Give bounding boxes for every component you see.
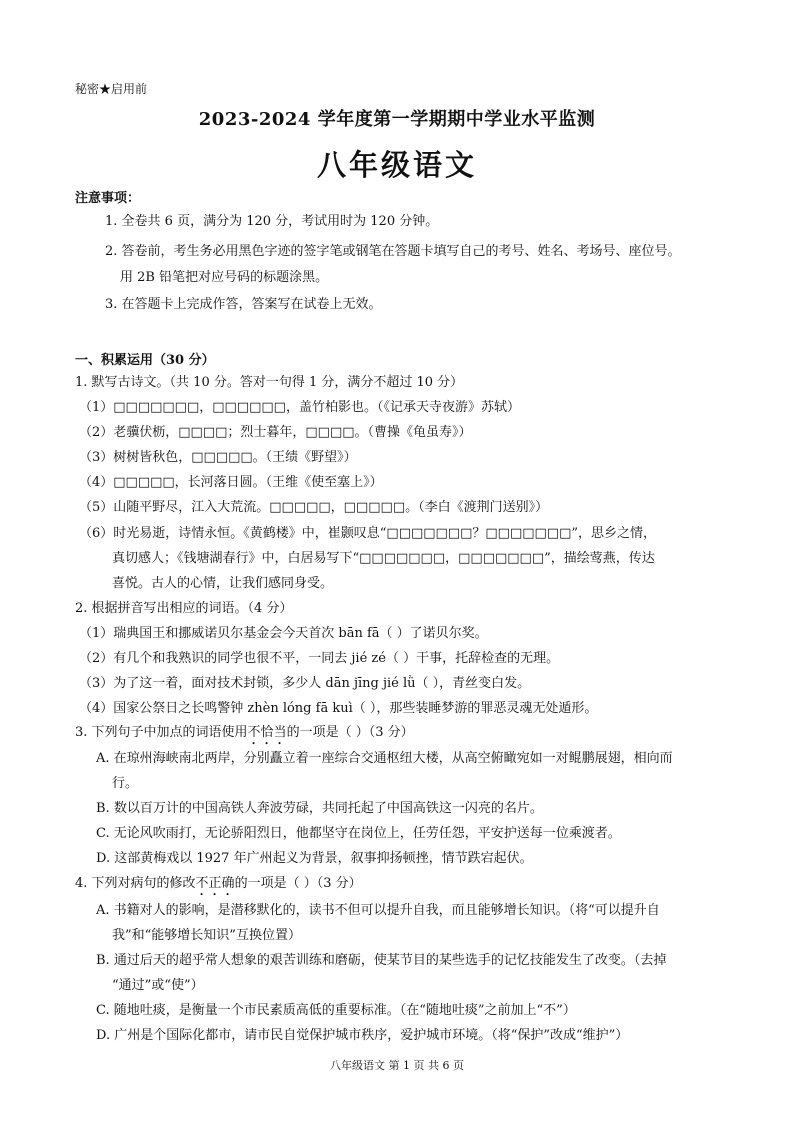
- notice-item: 用 2B 铅笔把对应号码的标题涂黑。: [120, 270, 329, 285]
- question-2-stem: 2. 根据拼音写出相应的词语。（4 分）: [75, 601, 293, 616]
- question-1-line: 喜悦。古人的心情，让我们感同身受。: [112, 576, 334, 591]
- question-1-line: （4）□□□□□，长河落日圆。（王维《使至塞上》）: [79, 475, 383, 490]
- question-3-option: D. 这部黄梅戏以 1927 年广州起义为背景，叙事抑扬顿挫，情节跌宕起伏。: [96, 851, 533, 866]
- question-2-line: （3）为了这一着，面对技术封锁，多少人 dān jīng jié lǜ（ ），青丝变白发。: [79, 676, 531, 691]
- question-4-option: 我”和“能够增长知识”互换位置）: [112, 928, 301, 943]
- question-2-line: （2）有几个和我熟识的同学也很不平，一同去 jié zé（ ）干事，托辞检查的无理。: [79, 651, 560, 666]
- notice-item: 1. 全卷共 6 页，满分为 120 分，考试用时为 120 分钟。: [105, 214, 439, 229]
- question-4-option: A. 书籍对人的影响，是潜移默化的，读书不但可以提升自我，而且能够增长知识。（将“可以提升自: [96, 903, 660, 918]
- notice-heading: 注意事项：: [75, 191, 141, 206]
- question-3-option: 行。: [112, 776, 139, 791]
- question-1-line: （2）老骥伏枥，□□□□；烈士暮年，□□□□。（曹操《龟虽寿》）: [79, 425, 472, 440]
- page-footer: 八年级语文 第 1 页 共 6 页: [330, 1059, 464, 1072]
- notice-item: 2. 答卷前，考生务必用黑色字迹的签字笔或钢笔在答题卡填写自己的考号、姓名、考场号、座位号。: [105, 244, 681, 259]
- question-1-line: 真切感人；《钱塘湖春行》中，白居易写下“□□□□□□□，□□□□□□□”，描绘莺燕，传达: [112, 551, 655, 566]
- question-1-stem: 1. 默写古诗文。（共 10 分。答对一句得 1 分，满分不超过 10 分）: [75, 375, 464, 390]
- question-2-line: （1）瑞典国王和挪威诺贝尔基金会今天首次 bān fā（ ）了诺贝尔奖。: [79, 626, 488, 641]
- emphasis-dots: 不恰当: [247, 725, 287, 740]
- question-4-stem: 4. 下列对病句的修改不正确的一项是（ ）（3 分）: [75, 876, 362, 891]
- question-4-option: C. 随地吐痰，是衡量一个市民素质高低的重要标准。（在“随地吐痰”之前加上“不”）: [96, 1003, 576, 1018]
- question-1-line: （3）树树皆秋色，□□□□□。（王绩《野望》）: [79, 450, 357, 465]
- question-4-option: “通过”或“使”）: [112, 978, 204, 993]
- question-1-line: （1）□□□□□□□，□□□□□□，盖竹柏影也。（《记承天寺夜游》苏轼）: [79, 400, 520, 415]
- question-3-stem: 3. 下列句子中加点的词语使用不恰当的一项是（ ）（3 分）: [75, 725, 414, 740]
- question-1-line: （6）时光易逝，诗情永恒。《黄鹤楼》中，崔颢叹息“□□□□□□□？□□□□□□□”，思乡之情，: [79, 526, 657, 541]
- question-3-option: A. 在琼州海峡南北两岸，分别矗立着一座综合交通枢纽大楼，从高空俯瞰宛如一对鲲鹏展翅，相向而: [96, 751, 673, 766]
- emphasis-dots: 不正确: [195, 876, 235, 891]
- exam-title: 2023-2024 学年度第一学期期中学业水平监测: [198, 109, 596, 130]
- question-3-option: B. 数以百万计的中国高铁人奔波劳碌，共同托起了中国高铁这一闪亮的名片。: [96, 801, 543, 816]
- section-heading: 一、积累运用（30 分）: [75, 353, 215, 368]
- notice-item: 3. 在答题卡上完成作答，答案写在试卷上无效。: [105, 297, 382, 312]
- subject-title: 八年级语文: [316, 148, 477, 182]
- question-4-option: B. 通过后天的超乎常人想象的艰苦训练和磨砺，使某节目的某些选手的记忆技能发生了改变。（去掉: [96, 953, 667, 968]
- question-4-option: D. 广州是个国际化都市，请市民自觉保护城市秩序，爱护城市环境。（将“保护”改成“维护”）: [96, 1028, 629, 1043]
- question-2-line: （4）国家公祭日之长鸣警钟 zhèn lóng fā kuì（ ），那些装睡梦游的罪恶灵魂无处遁形。: [79, 701, 598, 716]
- question-1-line: （5）山随平野尽，江入大荒流。□□□□□，□□□□□。（李白《渡荆门送别》）: [79, 500, 549, 515]
- confidential-mark: 秘密★启用前: [75, 82, 148, 96]
- question-3-option: C. 无论风吹雨打，无论骄阳烈日，他都坚守在岗位上，任劳任怨，平安护送每一位乘渡者。: [96, 826, 621, 841]
